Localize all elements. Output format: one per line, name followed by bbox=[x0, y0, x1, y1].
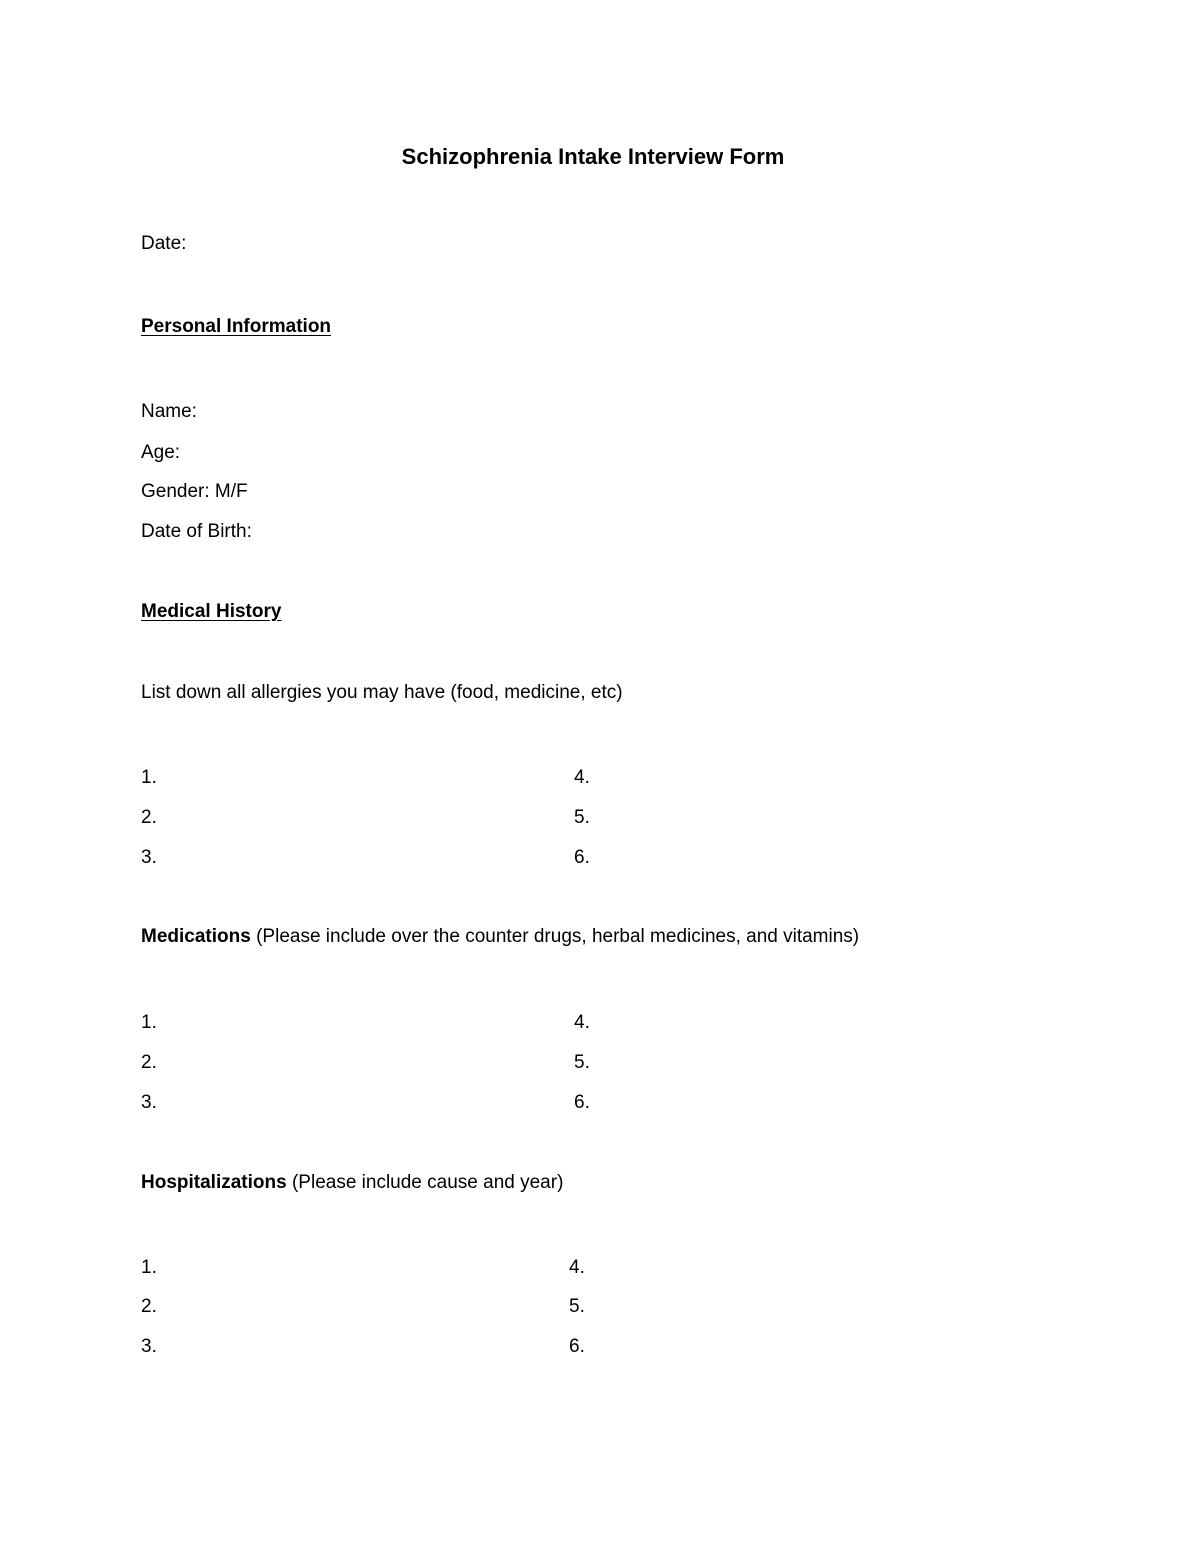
allergies-prompt: List down all allergies you may have (food, medicine, etc) bbox=[141, 682, 623, 703]
date-label: Date: bbox=[141, 233, 187, 254]
hospitalization-item-number: 3. bbox=[141, 1336, 157, 1357]
allergy-item-number: 3. bbox=[141, 847, 157, 868]
medical-history-heading: Medical History bbox=[141, 601, 282, 622]
medication-item-number: 2. bbox=[141, 1052, 157, 1073]
name-label: Name: bbox=[141, 401, 197, 422]
hospitalization-item-number: 5. bbox=[569, 1296, 585, 1317]
hospitalization-item-number: 4. bbox=[569, 1257, 585, 1278]
medications-note: (Please include over the counter drugs, herbal medicines, and vitamins) bbox=[250, 926, 860, 947]
page-title: Schizophrenia Intake Interview Form bbox=[401, 144, 785, 169]
personal-information-heading: Personal Information bbox=[141, 316, 332, 337]
gender-label: Gender: M/F bbox=[141, 481, 248, 502]
medication-item-number: 3. bbox=[141, 1092, 157, 1113]
medication-item-number: 5. bbox=[574, 1052, 590, 1073]
medications-heading: Medications bbox=[141, 926, 251, 947]
hospitalizations-heading: Hospitalizations bbox=[141, 1172, 287, 1193]
hospitalizations-note: (Please include cause and year) bbox=[286, 1172, 564, 1193]
allergy-item-number: 6. bbox=[574, 847, 590, 868]
date-of-birth-label: Date of Birth: bbox=[141, 521, 252, 542]
medication-item-number: 1. bbox=[141, 1012, 157, 1033]
hospitalizations-heading-line bbox=[141, 1172, 563, 1194]
allergy-item-number: 1. bbox=[141, 767, 157, 788]
allergy-item-number: 5. bbox=[574, 807, 590, 828]
medication-item-number: 6. bbox=[574, 1092, 590, 1113]
medication-item-number: 4. bbox=[574, 1012, 590, 1033]
allergy-item-number: 2. bbox=[141, 807, 157, 828]
allergy-item-number: 4. bbox=[574, 767, 590, 788]
age-label: Age: bbox=[141, 442, 181, 463]
hospitalization-item-number: 6. bbox=[569, 1336, 585, 1357]
hospitalization-item-number: 2. bbox=[141, 1296, 157, 1317]
hospitalization-item-number: 1. bbox=[141, 1257, 157, 1278]
medications-heading-line bbox=[141, 926, 859, 948]
